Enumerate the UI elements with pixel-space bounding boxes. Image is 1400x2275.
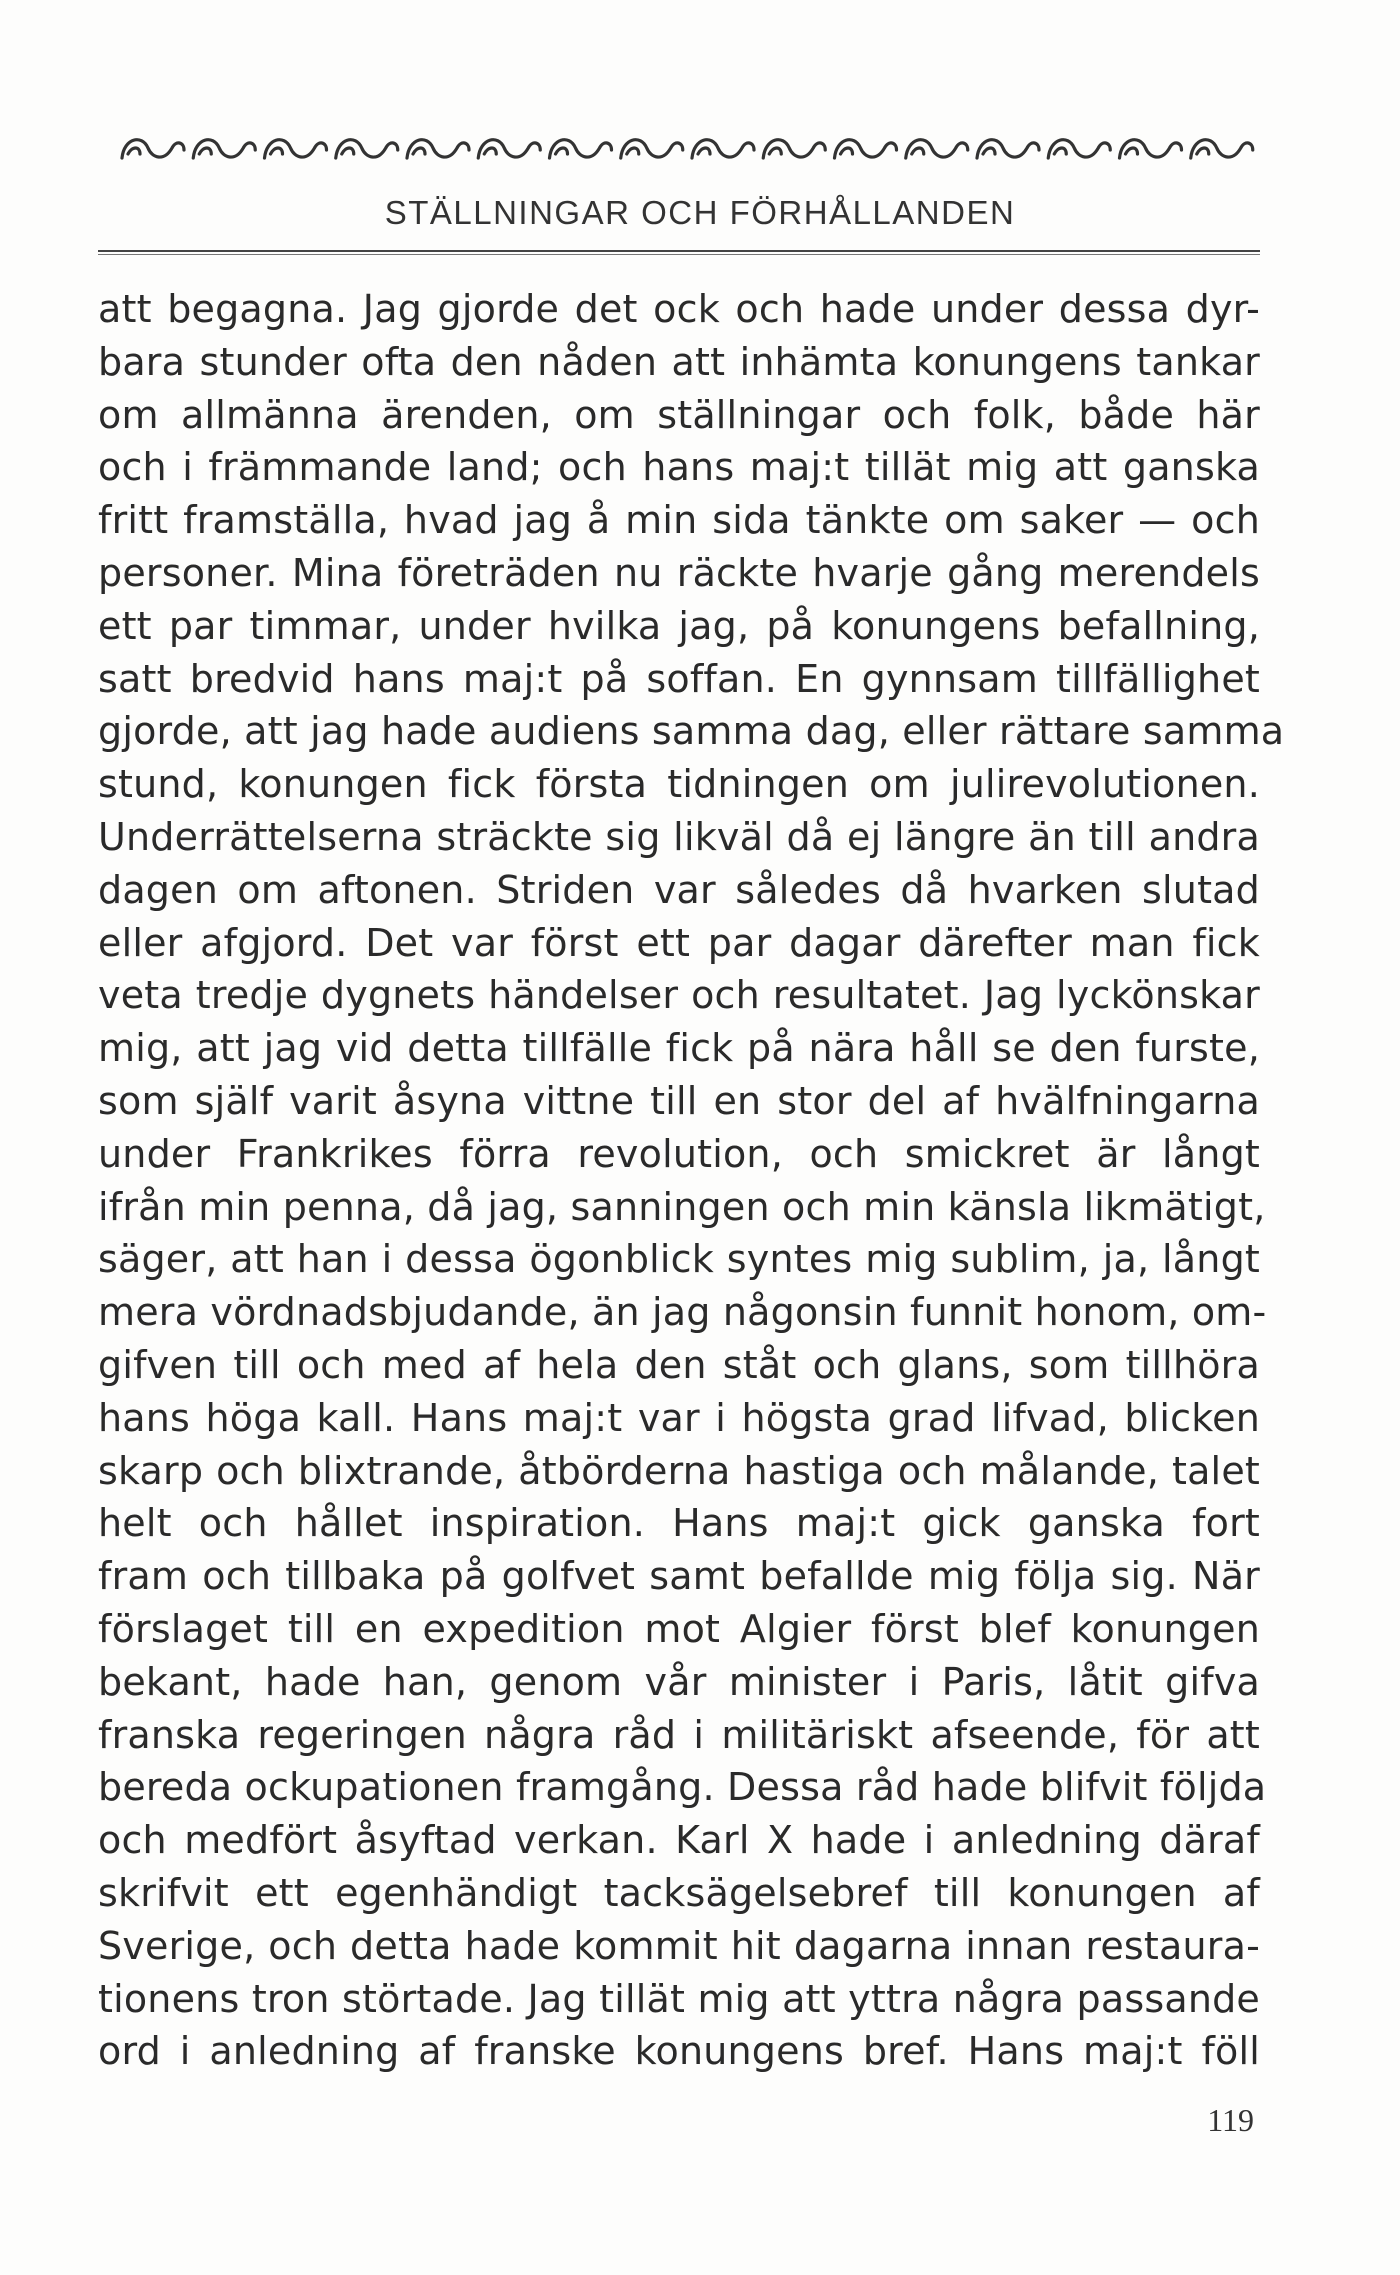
text-line: personer. Mina företräden nu räckte hvarje gång merendels <box>98 550 1260 595</box>
text-line: eller afgjord. Det var först ett par dagar därefter man fick <box>98 920 1260 965</box>
text-line: fram och tillbaka på golfvet samt befallde mig följa sig. När <box>98 1554 1260 1599</box>
text-line: satt bredvid hans maj:t på soffan. En gynnsam tillfällighet <box>98 656 1260 701</box>
scroll-ornament-motif <box>977 140 1039 158</box>
page-number: 119 <box>1207 2102 1254 2138</box>
text-line: bereda ockupationen framgång. Dessa råd hade blifvit följda <box>98 1765 1267 1810</box>
text-line: hans höga kall. Hans maj:t var i högsta grad lifvad, blicken <box>98 1395 1260 1440</box>
text-line: gifven till och med af hela den ståt och glans, som tillhöra <box>98 1342 1260 1387</box>
scroll-ornament-motif <box>906 140 968 158</box>
text-line: skrifvit ett egenhändigt tacksägelsebref till konungen af <box>98 1870 1260 1915</box>
scroll-ornament-motif <box>692 140 754 158</box>
text-line: Sverige, och detta hade kommit hit dagarna innan restaura- <box>98 1923 1260 1968</box>
text-line: gjorde, att jag hade audiens samma dag, eller rättare samma <box>98 709 1285 754</box>
text-line: bekant, hade han, genom vår minister i Paris, låtit gifva <box>98 1659 1260 1704</box>
text-line: mera vördnadsbjudande, än jag någonsin funnit honom, om- <box>98 1290 1267 1335</box>
text-line: skarp och blixtrande, åtbörderna hastiga och målande, talet <box>98 1448 1260 1493</box>
scroll-ornament-motif <box>407 140 469 158</box>
scroll-ornament-motif <box>1120 140 1182 158</box>
scroll-ornament-motif <box>1048 140 1110 158</box>
text-line: som själf varit åsyna vittne till en stor del af hvälfningarna <box>98 1078 1260 1123</box>
text-line: helt och hållet inspiration. Hans maj:t gick ganska fort <box>98 1501 1260 1546</box>
scroll-ornament-motif <box>193 140 255 158</box>
scroll-ornament-motif <box>835 140 897 158</box>
decorative-border-ornament <box>118 118 1258 178</box>
header-rule <box>98 250 1260 252</box>
scroll-ornament-motif <box>478 140 540 158</box>
scroll-ornament-motif <box>763 140 825 158</box>
text-line: och medfört åsyftad verkan. Karl X hade i anledning däraf <box>98 1818 1260 1863</box>
text-line: veta tredje dygnets händelser och resultatet. Jag lyckönskar <box>98 973 1260 1018</box>
text-line: att begagna. Jag gjorde det ock och hade under dessa dyr- <box>98 287 1260 331</box>
text-line: bara stunder ofta den nåden att inhämta konungens tankar <box>98 339 1260 384</box>
text-line: mig, att jag vid detta tillfälle fick på nära håll se den furste, <box>98 1026 1260 1071</box>
text-line: ett par timmar, under hvilka jag, på konungens befallning, <box>98 603 1260 648</box>
text-line: och i främmande land; och hans maj:t tillät mig att ganska <box>98 445 1260 490</box>
text-line: dagen om aftonen. Striden var således då hvarken slutad <box>98 867 1260 912</box>
text-line: franska regeringen några råd i militäriskt afseende, för att <box>98 1712 1260 1757</box>
header-rule-thin <box>98 254 1260 255</box>
scroll-ornament-motif <box>122 140 184 158</box>
text-line: tionens tron störtade. Jag tillät mig att yttra några passande <box>98 1976 1260 2021</box>
text-line: fritt framställa, hvad jag å min sida tänkte om saker — och <box>98 498 1260 543</box>
text-line: under Frankrikes förra revolution, och smickret är långt <box>98 1131 1260 1176</box>
text-line: ord i anledning af franske konungens bref. Hans maj:t föll <box>98 2029 1260 2074</box>
text-line: om allmänna ärenden, om ställningar och folk, både här <box>98 392 1260 437</box>
text-line: säger, att han i dessa ögonblick syntes mig sublim, ja, långt <box>98 1237 1260 1282</box>
running-head: STÄLLNINGAR OCH FÖRHÅLLANDEN <box>384 194 1016 231</box>
scroll-ornament-motif <box>1191 140 1253 158</box>
text-line: Underrättelserna sträckte sig likväl då ej längre än till andra <box>98 814 1260 859</box>
text-line: förslaget till en expedition mot Algier först blef konungen <box>98 1606 1260 1651</box>
text-line: stund, konungen fick första tidningen om julirevolutionen. <box>98 762 1260 807</box>
scroll-ornament-motif <box>621 140 683 158</box>
scroll-ornament-motif <box>550 140 612 158</box>
text-line: ifrån min penna, då jag, sanningen och min känsla likmätigt, <box>98 1184 1266 1229</box>
scroll-ornament-motif <box>265 140 327 158</box>
scroll-ornament-motif <box>336 140 398 158</box>
body-text <box>98 283 1285 2078</box>
